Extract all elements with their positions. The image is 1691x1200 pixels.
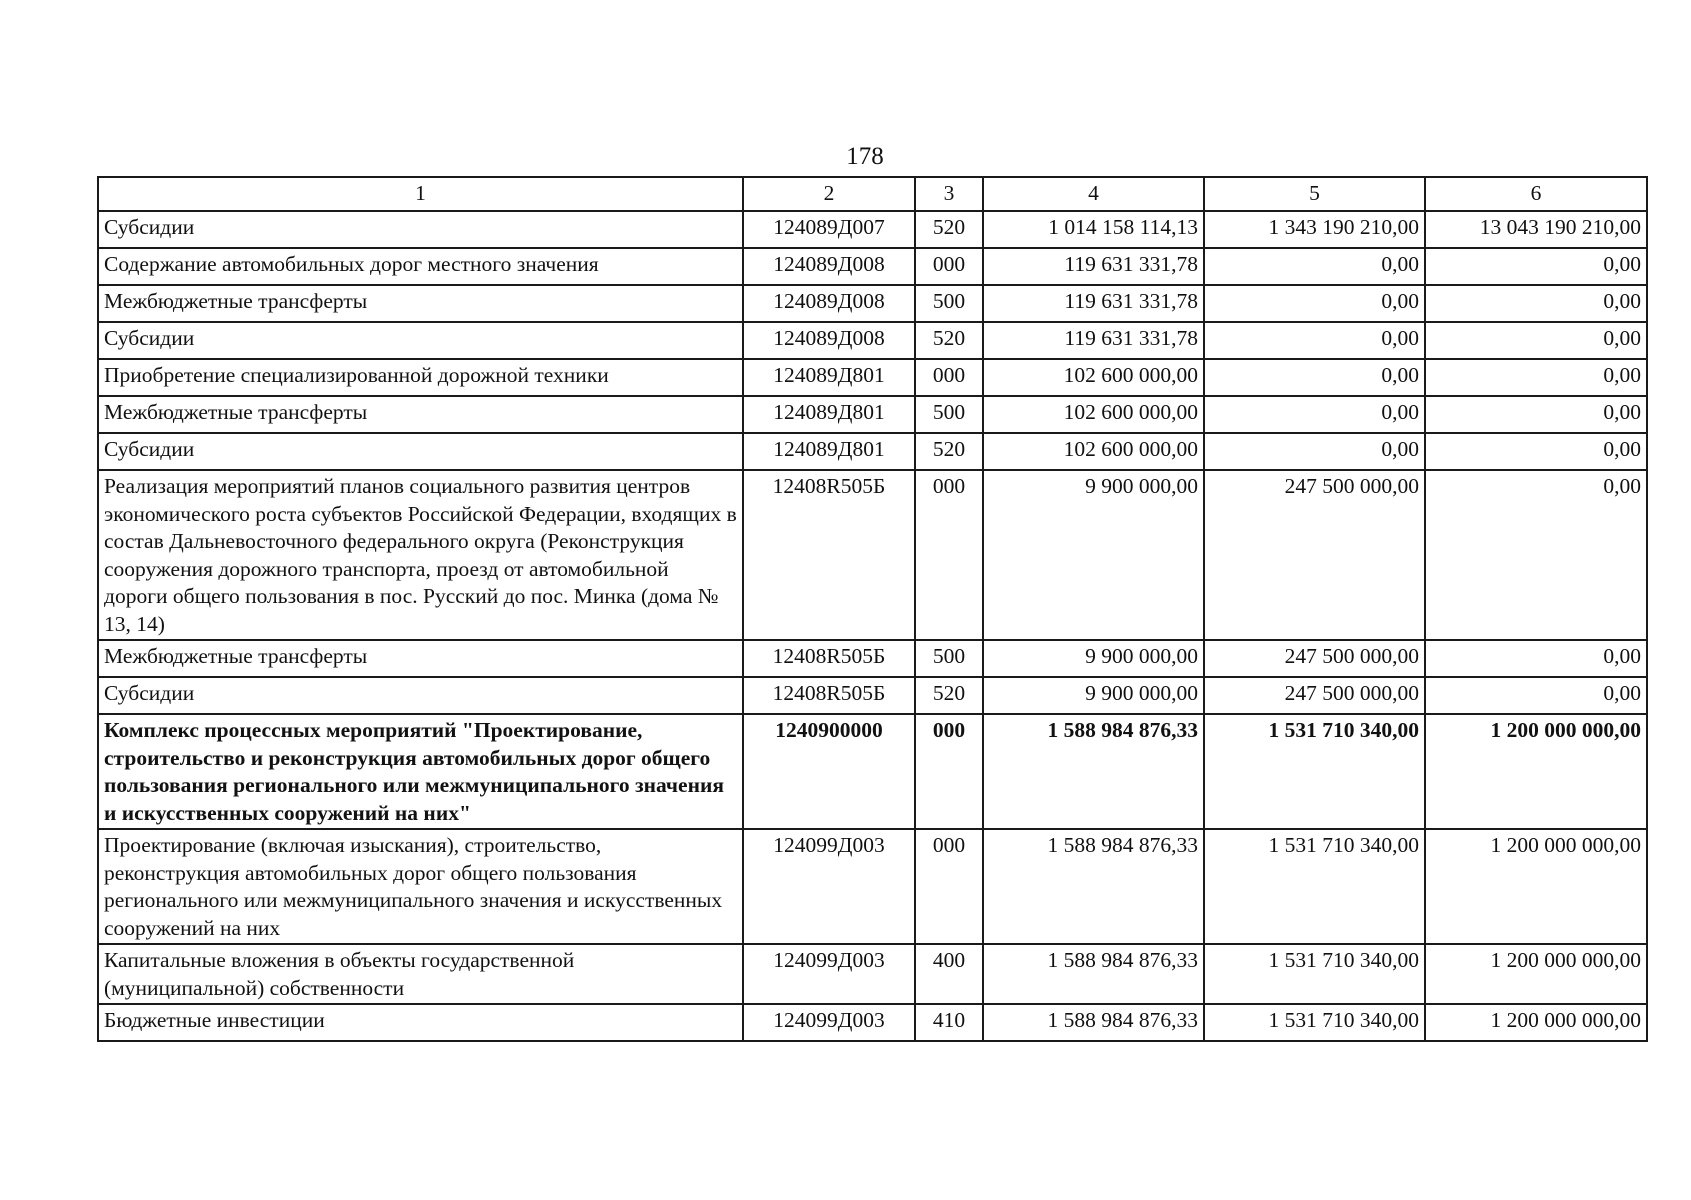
row-value-col4: 102 600 000,00 bbox=[983, 396, 1204, 433]
row-value-col4: 1 588 984 876,33 bbox=[983, 714, 1204, 829]
table-row bbox=[98, 1004, 1647, 1041]
row-value-col6: 13 043 190 210,00 bbox=[1425, 211, 1647, 248]
row-name-cell: Капитальные вложения в объекты государственной (муниципальной) собственности bbox=[98, 944, 743, 1004]
table-row bbox=[98, 359, 1647, 396]
row-type-cell: 520 bbox=[915, 322, 983, 359]
row-code-cell: 124089Д008 bbox=[743, 322, 915, 359]
row-code-cell: 124099Д003 bbox=[743, 944, 915, 1004]
table-row bbox=[98, 944, 1647, 1004]
table-row bbox=[98, 640, 1647, 677]
row-code-cell: 124089Д008 bbox=[743, 285, 915, 322]
row-value-col6: 0,00 bbox=[1425, 470, 1647, 640]
row-name-cell: Комплекс процессных мероприятий "Проектирование, строительство и реконструкция автомобильных дорог общего пользования регионального или межмуниципального значения и искусственных сооружений на них" bbox=[98, 714, 743, 829]
row-name-cell: Межбюджетные трансферты bbox=[98, 285, 743, 322]
row-name-cell: Бюджетные инвестиции bbox=[98, 1004, 743, 1041]
row-value-col6: 0,00 bbox=[1425, 248, 1647, 285]
table-row bbox=[98, 211, 1647, 248]
row-type-cell: 500 bbox=[915, 396, 983, 433]
row-value-col6: 1 200 000 000,00 bbox=[1425, 1004, 1647, 1041]
budget-table bbox=[97, 176, 1648, 1042]
row-type-cell: 000 bbox=[915, 714, 983, 829]
row-type-cell: 000 bbox=[915, 470, 983, 640]
row-name-cell: Проектирование (включая изыскания), строительство, реконструкция автомобильных дорог общего пользования регионального или межмуниципального значения и искусственных сооружений на них bbox=[98, 829, 743, 944]
row-type-cell: 520 bbox=[915, 211, 983, 248]
column-header: 2 bbox=[743, 177, 915, 211]
table-row bbox=[98, 677, 1647, 714]
row-name-cell: Субсидии bbox=[98, 322, 743, 359]
row-value-col6: 0,00 bbox=[1425, 285, 1647, 322]
row-type-cell: 400 bbox=[915, 944, 983, 1004]
row-name-cell: Межбюджетные трансферты bbox=[98, 396, 743, 433]
row-value-col4: 1 014 158 114,13 bbox=[983, 211, 1204, 248]
row-value-col4: 1 588 984 876,33 bbox=[983, 829, 1204, 944]
row-value-col4: 119 631 331,78 bbox=[983, 248, 1204, 285]
row-code-cell: 1240900000 bbox=[743, 714, 915, 829]
row-code-cell: 124099Д003 bbox=[743, 829, 915, 944]
row-name-cell: Межбюджетные трансферты bbox=[98, 640, 743, 677]
row-value-col6: 0,00 bbox=[1425, 322, 1647, 359]
row-value-col5: 1 531 710 340,00 bbox=[1204, 1004, 1425, 1041]
row-name-cell: Субсидии bbox=[98, 211, 743, 248]
row-type-cell: 000 bbox=[915, 829, 983, 944]
row-code-cell: 124089Д801 bbox=[743, 359, 915, 396]
row-value-col6: 0,00 bbox=[1425, 396, 1647, 433]
row-name-cell: Содержание автомобильных дорог местного значения bbox=[98, 248, 743, 285]
row-type-cell: 000 bbox=[915, 248, 983, 285]
row-value-col5: 1 531 710 340,00 bbox=[1204, 944, 1425, 1004]
row-type-cell: 000 bbox=[915, 359, 983, 396]
table-row bbox=[98, 322, 1647, 359]
column-header: 1 bbox=[98, 177, 743, 211]
table-row bbox=[98, 829, 1647, 944]
row-value-col5: 1 531 710 340,00 bbox=[1204, 714, 1425, 829]
row-value-col4: 102 600 000,00 bbox=[983, 433, 1204, 470]
row-code-cell: 12408R505Б bbox=[743, 677, 915, 714]
table-row bbox=[98, 714, 1647, 829]
row-type-cell: 520 bbox=[915, 677, 983, 714]
row-type-cell: 500 bbox=[915, 285, 983, 322]
row-name-cell: Приобретение специализированной дорожной техники bbox=[98, 359, 743, 396]
row-value-col4: 102 600 000,00 bbox=[983, 359, 1204, 396]
column-header: 5 bbox=[1204, 177, 1425, 211]
row-value-col5: 1 531 710 340,00 bbox=[1204, 829, 1425, 944]
row-value-col4: 9 900 000,00 bbox=[983, 677, 1204, 714]
row-value-col6: 1 200 000 000,00 bbox=[1425, 829, 1647, 944]
row-value-col6: 0,00 bbox=[1425, 640, 1647, 677]
row-value-col4: 119 631 331,78 bbox=[983, 322, 1204, 359]
row-value-col5: 247 500 000,00 bbox=[1204, 470, 1425, 640]
row-value-col5: 247 500 000,00 bbox=[1204, 677, 1425, 714]
row-value-col4: 9 900 000,00 bbox=[983, 640, 1204, 677]
row-value-col4: 119 631 331,78 bbox=[983, 285, 1204, 322]
table-row bbox=[98, 470, 1647, 640]
table-body bbox=[98, 211, 1647, 1041]
row-name-cell: Субсидии bbox=[98, 433, 743, 470]
column-header: 4 bbox=[983, 177, 1204, 211]
row-value-col5: 247 500 000,00 bbox=[1204, 640, 1425, 677]
page-number: 178 bbox=[846, 143, 884, 170]
table-row bbox=[98, 396, 1647, 433]
table-header-row bbox=[98, 177, 1647, 211]
table-row bbox=[98, 285, 1647, 322]
row-value-col5: 0,00 bbox=[1204, 285, 1425, 322]
table-row bbox=[98, 248, 1647, 285]
row-code-cell: 12408R505Б bbox=[743, 640, 915, 677]
row-value-col5: 0,00 bbox=[1204, 359, 1425, 396]
row-value-col4: 9 900 000,00 bbox=[983, 470, 1204, 640]
row-code-cell: 124089Д007 bbox=[743, 211, 915, 248]
row-value-col6: 0,00 bbox=[1425, 677, 1647, 714]
row-value-col5: 0,00 bbox=[1204, 396, 1425, 433]
row-value-col6: 1 200 000 000,00 bbox=[1425, 944, 1647, 1004]
row-code-cell: 124089Д008 bbox=[743, 248, 915, 285]
row-value-col6: 0,00 bbox=[1425, 433, 1647, 470]
row-name-cell: Субсидии bbox=[98, 677, 743, 714]
row-name-cell: Реализация мероприятий планов социального развития центров экономического роста субъектов Российской Федерации, входящих в состав Дальневосточного федерального округа (Реконструкция сооружения дорожного транспорта, проезд от автомобильной дороги общего пользования в пос. Русский до пос. Минка (дома № 13, 14) bbox=[98, 470, 743, 640]
row-type-cell: 500 bbox=[915, 640, 983, 677]
row-code-cell: 124099Д003 bbox=[743, 1004, 915, 1041]
row-value-col5: 0,00 bbox=[1204, 248, 1425, 285]
column-header: 6 bbox=[1425, 177, 1647, 211]
row-value-col5: 0,00 bbox=[1204, 433, 1425, 470]
row-code-cell: 124089Д801 bbox=[743, 433, 915, 470]
row-code-cell: 124089Д801 bbox=[743, 396, 915, 433]
row-value-col4: 1 588 984 876,33 bbox=[983, 1004, 1204, 1041]
row-value-col6: 0,00 bbox=[1425, 359, 1647, 396]
table-row bbox=[98, 433, 1647, 470]
row-code-cell: 12408R505Б bbox=[743, 470, 915, 640]
row-value-col4: 1 588 984 876,33 bbox=[983, 944, 1204, 1004]
column-header: 3 bbox=[915, 177, 983, 211]
row-type-cell: 410 bbox=[915, 1004, 983, 1041]
row-value-col5: 1 343 190 210,00 bbox=[1204, 211, 1425, 248]
row-value-col6: 1 200 000 000,00 bbox=[1425, 714, 1647, 829]
row-value-col5: 0,00 bbox=[1204, 322, 1425, 359]
row-type-cell: 520 bbox=[915, 433, 983, 470]
